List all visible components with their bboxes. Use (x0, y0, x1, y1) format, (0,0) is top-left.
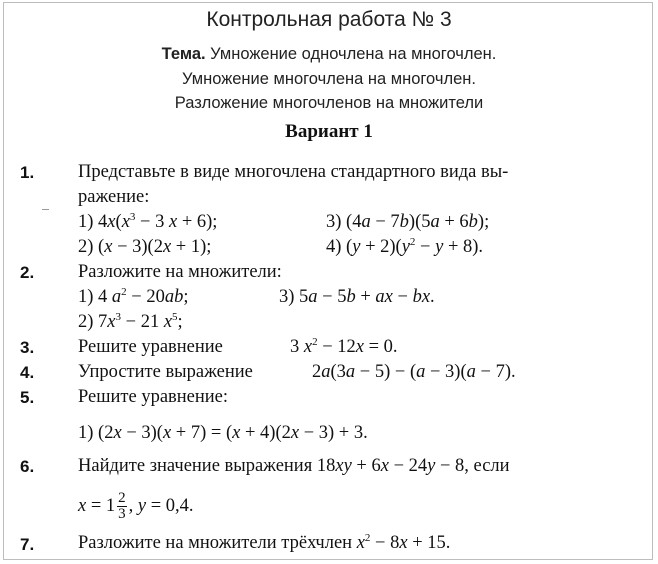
task-1-number: 1. (20, 163, 35, 182)
topic-line-2: Умножение многочлена на многочлен. (182, 70, 476, 88)
task-2-item-2: 2) $7x^3 - 21$ $x^5$; (78, 311, 183, 332)
task-6-text-tail: , если (464, 456, 510, 476)
task-3-text: Решите уравнение (78, 337, 223, 357)
task-7-number: 7. (20, 535, 35, 554)
topic-label: Тема. (161, 45, 206, 63)
topic-line-1 (0, 45, 658, 64)
task-1-item-1: 1) $4x(x^3 - 3$ x + 6); (78, 211, 218, 232)
task-1-text: Представьте в виде многочлена стандартного вида вы- (78, 162, 509, 182)
page-title: Контрольная работа № 3 (206, 8, 452, 31)
task-2-item-1-label: 1) (78, 287, 94, 307)
task-6-line-1: Найдите значение выражения 18xy + 6x − 24y − 8, если (78, 456, 510, 476)
task-3-equation: 3 $x^2 - 12x = 0$. (290, 336, 398, 357)
task-1-item-2: 2) (x − 3)(2x + 1); (78, 237, 212, 257)
task-6-values: x = 1 $\frac{2}{3}$ , y = 0,4. (78, 490, 194, 522)
task-4-number: 4. (20, 363, 35, 382)
task-5-text: Решите уравнение: (78, 387, 229, 407)
task-5-item-1-label: 1) (78, 423, 94, 443)
task-1-text-cont: ражение: (78, 187, 150, 207)
task-2-item-3: 3) 5a − 5b + ax − bx. (279, 287, 435, 307)
task-7-text: Разложите на множители трёхчлен (78, 533, 353, 553)
margin-mark (42, 209, 49, 210)
task-1-item-4: 4) $(y + 2)(y^2 - y + 8)$. (326, 236, 484, 257)
task-4-expression: 2a(3a − 5) − (a − 3)(a − 7). (312, 362, 516, 382)
task-3-number: 3. (20, 338, 35, 357)
task-2-number: 2. (20, 263, 35, 282)
task-2-item-1: 1) 4 $a^2 - 20ab$; (78, 286, 189, 307)
task-2-item-2-label: 2) (78, 312, 94, 332)
task-5-item-1: 1) (2x − 3)(x + 7) = (x + 4)(2x − 3) + 3. (78, 423, 368, 443)
task-2-item-3-label: 3) (279, 287, 295, 307)
task-1-item-1-label: 1) (78, 212, 94, 232)
task-7-line: Разложите на множители трёхчлен $x^2 - 8x + 15$. (78, 532, 451, 553)
task-1-item-4-label: 4) (326, 237, 342, 257)
task-6-number: 6. (20, 457, 35, 476)
task-6-fraction: $\frac{2}{3}$ (118, 490, 126, 522)
variant-heading: Вариант 1 (285, 121, 373, 142)
task-1-item-3: 3) (4a − 7b)(5a + 6b); (326, 212, 490, 232)
task-1-item-3-label: 3) (326, 212, 342, 232)
topic-line-3: Разложение многочленов на множители (174, 94, 484, 112)
task-2-text: Разложите на множители: (78, 262, 282, 282)
task-1-item-2-label: 2) (78, 237, 94, 257)
topic-text-1: Умножение одночлена на многочлен. (205, 45, 497, 63)
task-6-text: Найдите значение выражения (78, 456, 313, 476)
task-4-text: Упростите выражение (78, 362, 253, 382)
task-5-number: 5. (20, 388, 35, 407)
